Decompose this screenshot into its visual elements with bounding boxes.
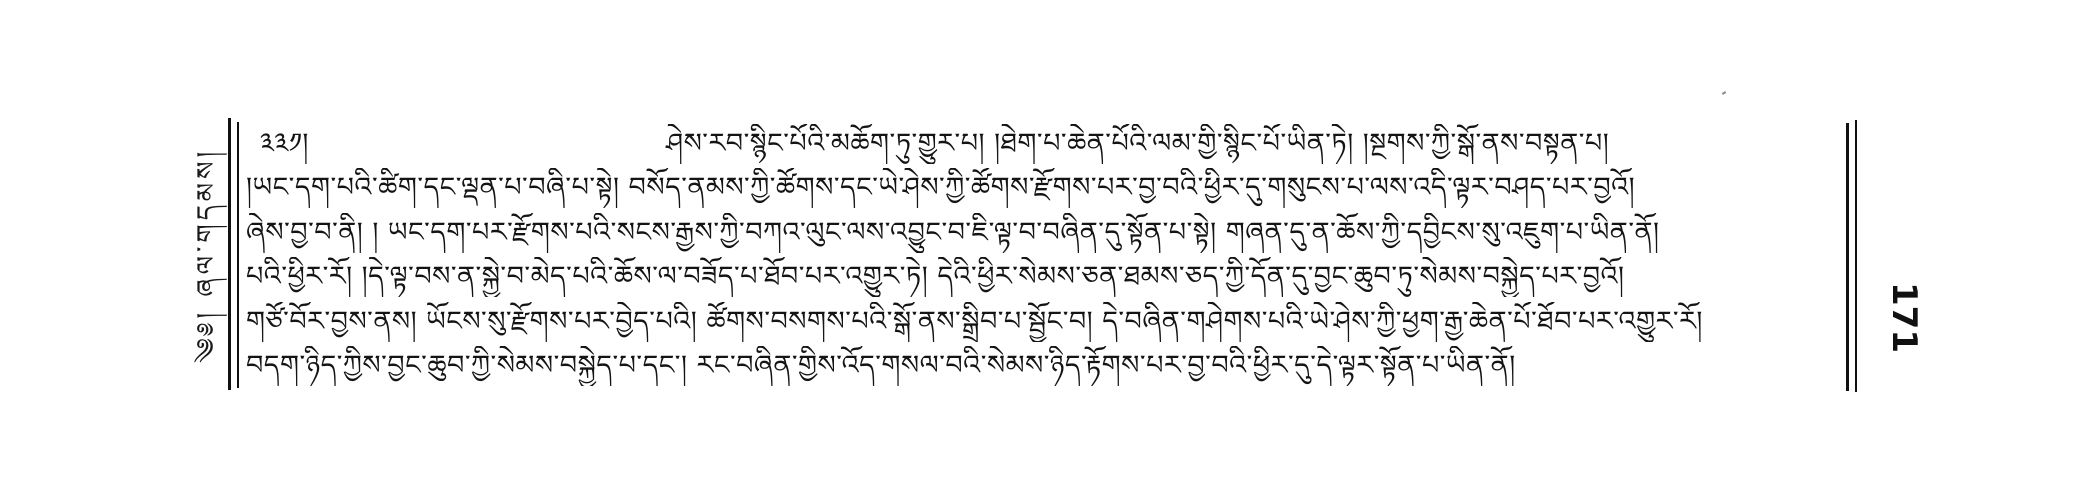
page-number: 171: [1884, 282, 1924, 353]
right-frame-rule-inner: [1846, 123, 1849, 391]
left-frame-rule-inner: [237, 122, 239, 388]
right-frame-rule-outer: [1855, 120, 1857, 392]
stray-mark: [1722, 91, 1726, 95]
line-text: ཤེས་རབ་སྙིང་པོའི་མཆོག་ཏུ་གྱུར་པ། །ཐེག་པ་ཆེན་པོའི་ལམ་གྱི་སྙིང་པོ་ཡིན་ཏེ། །སྔགས་ཀྱི་སྒོ་ནས་བསྟན་པ།: [666, 128, 1610, 159]
text-line-6: [246, 346, 1841, 386]
line-text: གཙོ་བོར་བྱས་ནས། ཡོངས་སུ་རྫོགས་པར་བྱེད་པའི། ཚོགས་བསགས་པའི་སྒོ་ནས་སྒྲིབ་པ་སྦྱོང་བ། དེ་བཞིན་གཤེགས་པའི་ཡེ་ཤེས་ཀྱི་ཕྱག་རྒྱ་ཆེན་པོ་ཐོབ་པར་འགྱུར་རོ།: [246, 306, 1703, 337]
text-line-5: [246, 302, 1841, 342]
line-text: བདག་ཉིད་ཀྱིས་བྱང་ཆུབ་ཀྱི་སེམས་བསྐྱེད་པ་དང་། རང་བཞིན་གྱིས་འོད་གསལ་བའི་སེམས་ཉིད་རྟོགས་པར་བྱ་བའི་ཕྱིར་དུ་དེ་ལྟར་སྟོན་པ་ཡིན་ནོ།: [246, 350, 1516, 381]
text-line-4: [246, 257, 1841, 297]
text-line-2: [246, 168, 1841, 208]
text-line-3: [246, 213, 1841, 253]
text-block: [246, 124, 1841, 386]
line-text: །ཡང་དག་པའི་ཚིག་དང་ལྡན་པ་བཞི་པ་སྟེ། བསོད་ནམས་ཀྱི་ཚོགས་དང་ཡེ་ཤེས་ཀྱི་ཚོགས་རྫོགས་པར་བྱ་བའི་ཕྱིར་དུ་གསུངས་པ་ལས་འདི་ལྟར་བཤད་པར་བྱའོ།: [246, 172, 1636, 203]
line-text: ཞེས་བྱ་བ་ནི། ། ཡང་དག་པར་རྫོགས་པའི་སངས་རྒྱས་ཀྱི་བཀའ་ལུང་ལས་འབྱུང་བ་ཇི་ལྟ་བ་བཞིན་དུ་སྟོན་པ་སྟེ། གཞན་དུ་ན་ཆོས་ཀྱི་དབྱིངས་སུ་འཇུག་པ་ཡིན་ནོ།: [246, 217, 1660, 248]
margin-volume-label: ༄༅། ཞལ་གདམས།: [192, 147, 222, 363]
left-frame-rule-outer: [228, 118, 231, 390]
heading-number: ༣༣༡།: [260, 128, 309, 159]
text-line-1: [246, 124, 1841, 164]
line-text: པའི་ཕྱིར་རོ། །དེ་ལྟ་བས་ན་སྐྱེ་བ་མེད་པའི་ཆོས་ལ་བཟོད་པ་ཐོབ་པར་འགྱུར་ཏེ། དེའི་ཕྱིར་སེམས་ཅན་ཐམས་ཅད་ཀྱི་དོན་དུ་བྱང་ཆུབ་ཏུ་སེམས་བསྐྱེད་པར་བྱའོ།: [246, 261, 1625, 292]
